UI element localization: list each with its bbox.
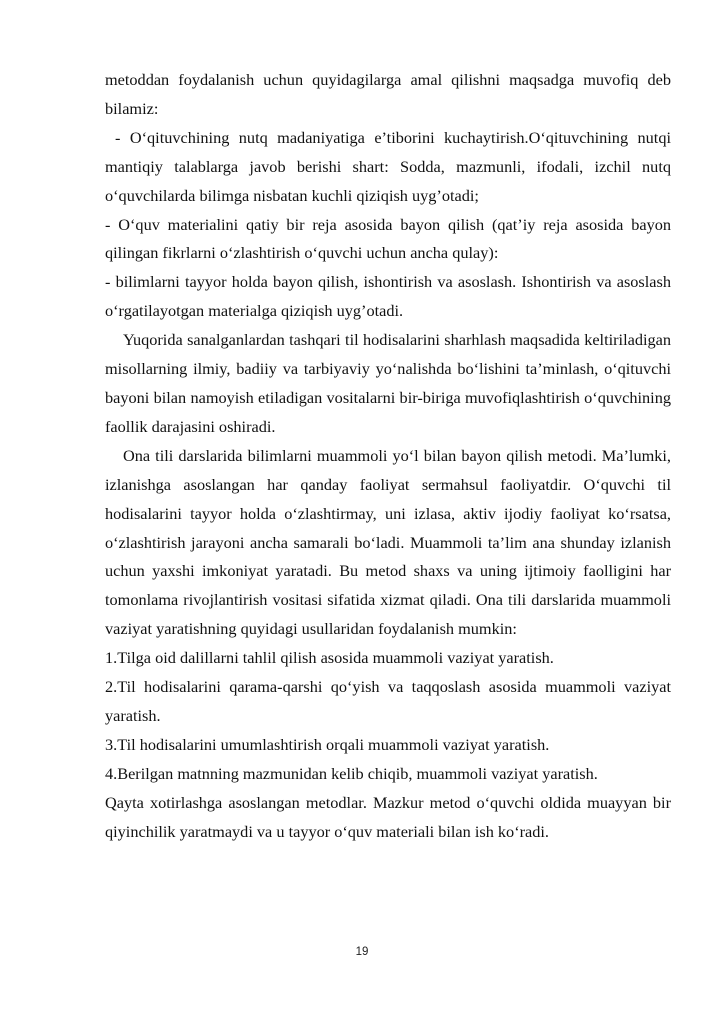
list-item: 4.Berilgan matnning mazmunidan kelib chiqib, muammoli vaziyat yaratish. bbox=[105, 763, 598, 783]
paragraph-continuation: metoddan foydalanish uchun quyidagilarga amal qilishni maqsadga muvofiq deb bilamiz: bbox=[105, 70, 671, 118]
paragraph-examples: Yuqorida sanalganlardan tashqari til hodisalarini sharhlash maqsadida keltiriladigan misollarning ilmiy, badiiy va tarbiyaviy yo‘nalishda bo‘lishini ta’minlash, o‘qituvchi bayoni bilan namoyish etiladigan vositalarni bir-biriga muvofiqlashtirish o‘quvchining faollik darajasini oshiradi. bbox=[105, 330, 671, 436]
paragraph-plan: - O‘quv materialini qatiy bir reja asosida bayon qilish (qat’iy reja asosida bayon qilingan fikrlarni o‘zlashtirish o‘quvchi uchun ancha qulay): bbox=[105, 214, 671, 263]
list-item: 3.Til hodisalarini umumlashtirish orqali muammoli vaziyat yaratish. bbox=[105, 734, 550, 754]
page-body bbox=[105, 66, 671, 846]
paragraph-recall-methods: Qayta xotirlashga asoslangan metodlar. Mazkur metod o‘quvchi oldida muayyan bir qiyinchilik yaratmaydi va u tayyor o‘quv materiali bilan ish ko‘radi. bbox=[105, 792, 671, 841]
list-item: 2.Til hodisalarini qarama-qarshi qo‘yish va taqqoslash asosida muammoli vaziyat yaratish. bbox=[105, 677, 671, 725]
paragraph-teacher-speech: - O‘qituvchining nutq madaniyatiga e’tiborini kuchaytirish.O‘qituvchining nutqi mantiqiy talablarga javob berishi shart: Sodda, mazmunli, ifodali, izchil nutq o‘quvchilarda bilimga nisbatan kuchli qiziqish uyg’otadi; bbox=[105, 127, 671, 205]
paragraph-ready-knowledge: - bilimlarni tayyor holda bayon qilish, ishontirish va asoslash. Ishontirish va asoslash o‘rgatilayotgan materialga qiziqish uyg’otadi. bbox=[105, 272, 671, 321]
list-item: 1.Tilga oid dalillarni tahlil qilish asosida muammoli vaziyat yaratish. bbox=[105, 648, 554, 668]
paragraph-problem-method: Ona tili darslarida bilimlarni muammoli yo‘l bilan bayon qilish metodi. Ma’lumki, izlanishga asoslangan har qanday faoliyat sermahsul faoliyatdir. O‘quvchi til hodisalarini tayyor holda o‘zlashtirmay, uni izlasa, aktiv ijodiy faoliyat ko‘rsatsa, o‘zlashtirish jarayoni ancha samarali bo‘ladi. Muammoli ta’lim ana shunday izlanish uchun yaxshi imkoniyat yaratadi. Bu metod shaxs va uning ijtimoiy faolligini har tomonlama rivojlantirish vositasi sifatida xizmat qiladi. Ona tili darslarida muammoli vaziyat yaratishning quyidagi usullaridan foydalanish mumkin: bbox=[105, 445, 671, 639]
page-number: 19 bbox=[355, 946, 369, 958]
